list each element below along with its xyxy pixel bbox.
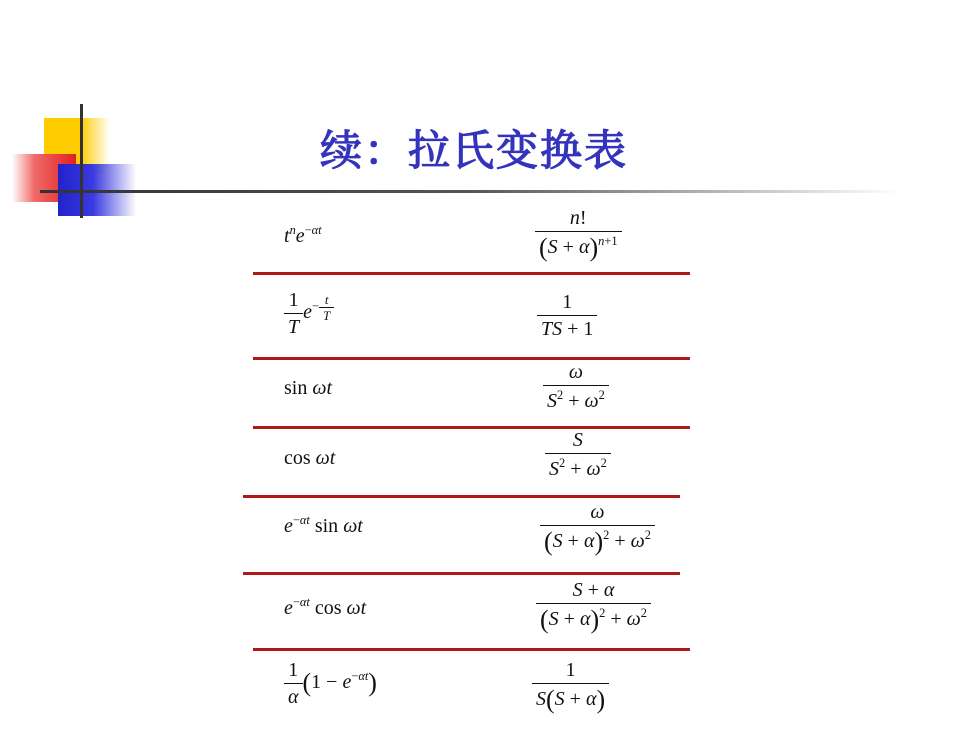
time-function-6: $e^{-\alpha t}$ cos ωt: [284, 595, 367, 620]
time-function-2: $\frac{1}{T}$ $e^{- \frac{t}{T}}$: [284, 290, 334, 337]
laplace-transform-7: $\frac{1}{S(S + \alpha)}$: [532, 660, 609, 713]
time-function-1: $t^ne^{-\alpha t}$: [284, 223, 322, 248]
laplace-transform-2: $\frac{1}{TS + 1}$: [537, 292, 597, 339]
time-function-5: $e^{-\alpha t}$ sin ωt: [284, 513, 363, 538]
slide-title: 续：拉氏变换表: [320, 126, 629, 175]
laplace-transform-1: $\frac{n!}{(S + \alpha)^{n+1}}$: [535, 208, 622, 261]
laplace-transform-3: $\frac{\omega}{S^2 + \omega^2}$: [543, 362, 609, 411]
table-rule: [253, 272, 690, 275]
table-rule: [243, 572, 680, 575]
table-rule: [253, 426, 690, 429]
laplace-transform-4: $\frac{S}{S^2 + \omega^2}$: [545, 430, 611, 479]
time-function-4: cos ωt: [284, 447, 336, 469]
table-rule: [243, 495, 680, 498]
decor-horizontal-line: [40, 190, 900, 193]
table-rule: [253, 648, 690, 651]
table-rule: [253, 357, 690, 360]
decor-vertical-line: [80, 104, 83, 218]
laplace-transform-6: $\frac{S + \alpha}{(S + \alpha)^2 + \omega^2}$: [536, 580, 651, 633]
time-function-7: $\frac{1}{\alpha}$ $(1 - e^{-\alpha t})$: [284, 660, 377, 707]
time-function-3: sin ωt: [284, 377, 333, 399]
laplace-transform-5: $\frac{\omega}{(S + \alpha)^2 + \omega^2}$: [540, 502, 655, 555]
